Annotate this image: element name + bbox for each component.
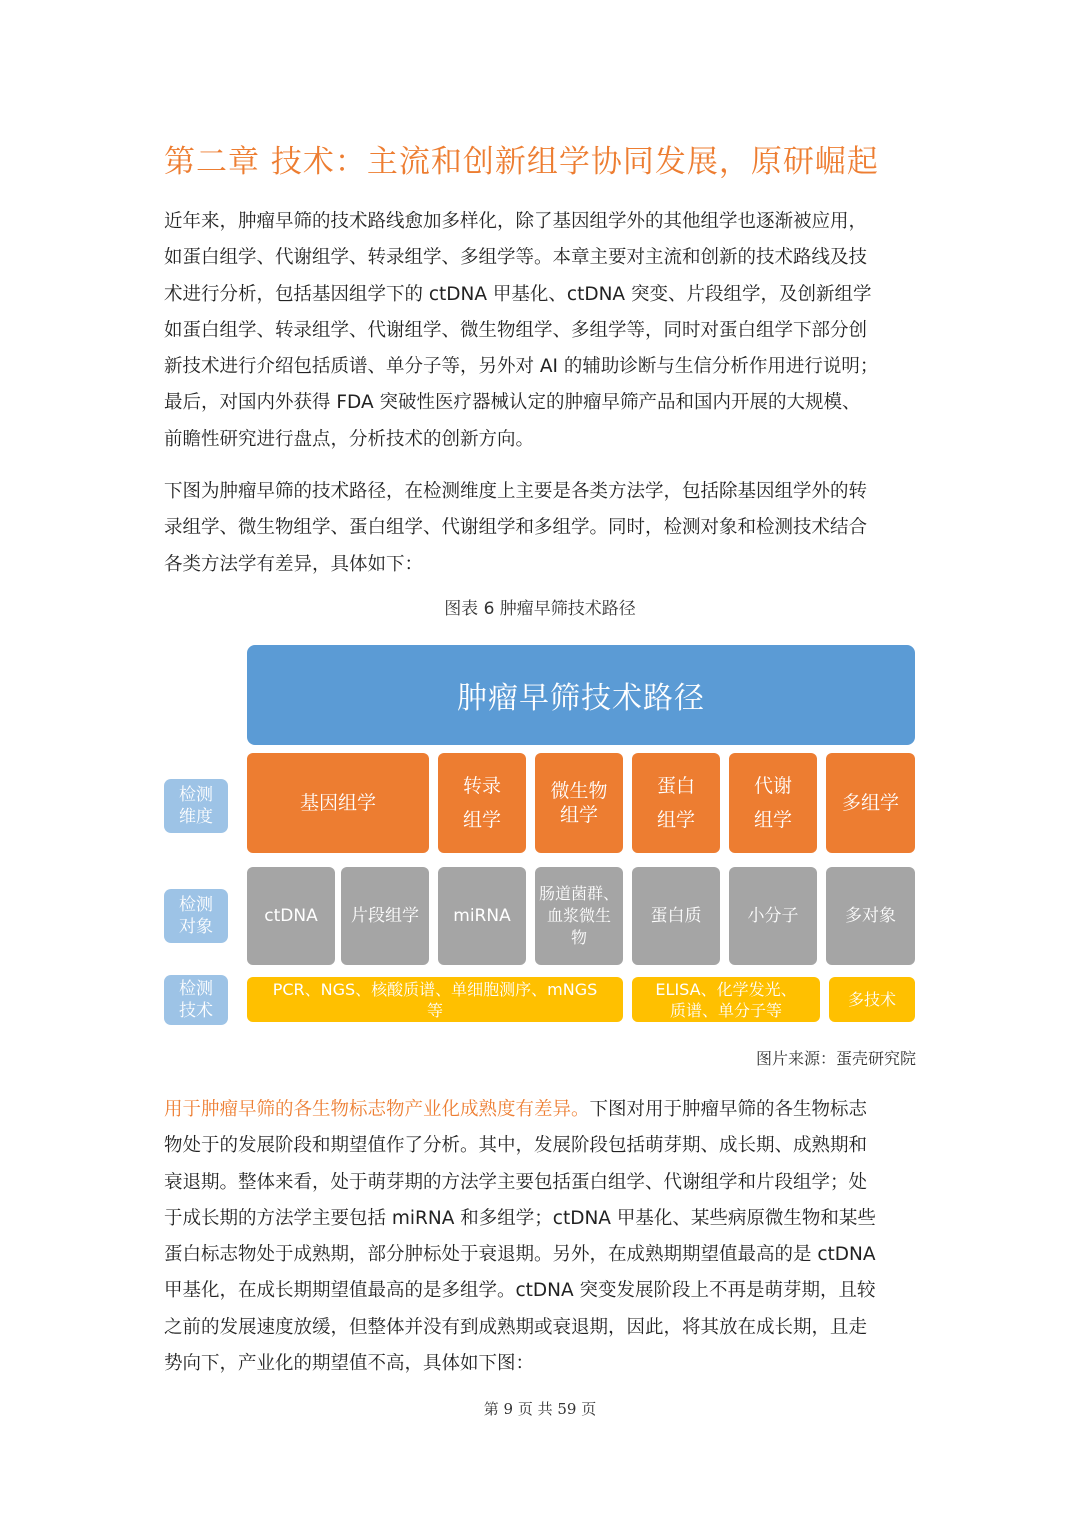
box-text: 微生物 (550, 780, 608, 802)
text-line: 甲基化，在成长期期望值最高的是多组学。ctDNA 突变发展阶段上不再是萌芽期，且较 (164, 1280, 876, 1302)
row-label-object (164, 889, 228, 943)
box-text: 组学 (462, 809, 501, 831)
object-microbes (535, 867, 623, 965)
dimension-microbiome (535, 753, 623, 853)
box-text: 血浆微生 (546, 906, 611, 925)
box-text: 多技术 (847, 990, 896, 1009)
box-text: 组学 (753, 809, 792, 831)
box-text: 蛋白质 (650, 906, 702, 926)
text-line: 如蛋白组学、转录组学、代谢组学、微生物组学、多组学等，同时对蛋白组学下部分创 (164, 319, 868, 341)
text-line: 录组学、微生物组学、蛋白组学、代谢组学和多组学。同时，检测对象和检测技术结合 (164, 517, 868, 539)
biomarker-paragraph (164, 1092, 920, 1382)
highlight-text: 用于肿瘤早筛的各生物标志物产业化成熟度有差异。 (164, 1099, 590, 1120)
object-small-molecule (729, 867, 817, 965)
box-text: 物 (570, 928, 587, 947)
dimension-metabolomics (729, 753, 817, 853)
label-line: 检测 (179, 785, 213, 805)
text-line: 近年来，肿瘤早筛的技术路线愈加多样化，除了基因组学外的其他组学也逐渐被应用， (164, 211, 868, 232)
dimension-genomics (247, 753, 429, 853)
box-text: 片段组学 (351, 906, 419, 926)
chapter-title: 第二章 技术：主流和创新组学协同发展，原研崛起 (164, 144, 879, 180)
page-footer: 第 9 页 共 59 页 (483, 1400, 597, 1418)
box-text: PCR、NGS、核酸质谱、单细胞测序、mNGS (272, 979, 598, 999)
box-text: 基因组学 (299, 792, 376, 814)
text-line: 各类方法学有差异，具体如下： (164, 553, 424, 575)
text-line: 新技术进行介绍包括质谱、单分子等，另外对 AI 的辅助诊断与生信分析作用进行说明； (164, 356, 879, 378)
text-line: 下图为肿瘤早筛的技术路径，在检测维度上主要是各类方法学，包括除基因组学外的转 (164, 481, 868, 502)
text-line: 最后，对国内外获得 FDA 突破性医疗器械认定的肿瘤早筛产品和国内开展的大规模、 (164, 392, 861, 414)
text-line: 术进行分析，包括基因组学下的 ctDNA 甲基化、ctDNA 突变、片段组学，及创新组学 (164, 283, 872, 305)
technique-multi (829, 977, 915, 1022)
text-line: 如蛋白组学、代谢组学、转录组学、多组学等。本章主要对主流和创新的技术路线及技 (164, 247, 868, 269)
box-text: ctDNA (264, 906, 318, 926)
text-line: 势向下，产业化的期望值不高，具体如下图： (164, 1353, 535, 1375)
label-line: 检测 (179, 979, 213, 999)
object-multi (826, 867, 915, 965)
box-text: 组学 (559, 804, 598, 826)
object-protein (632, 867, 720, 965)
object-ctdna (247, 867, 335, 965)
text-line (164, 1092, 920, 1128)
text-line: 蛋白标志物处于成熟期，部分肿标处于衰退期。另外，在成熟期期望值最高的是 ctDNA (164, 1244, 876, 1266)
dimension-transcriptomics (438, 753, 526, 853)
label-line: 检测 (179, 895, 213, 915)
box-text: ELISA、化学发光、 (655, 979, 797, 999)
text-line: 衰退期。整体来看，处于萌芽期的方法学主要包括蛋白组学、代谢组学和片段组学；处 (164, 1171, 868, 1193)
label-line: 维度 (179, 807, 213, 827)
text-line: 物处于的发展阶段和期望值作了分析。其中，发展阶段包括萌芽期、成长期、成熟期和 (164, 1135, 868, 1157)
text-line: 之前的发展速度放缓，但整体并没有到成熟期或衰退期，因此，将其放在成长期，且走 (164, 1316, 868, 1338)
box-text: 代谢 (753, 775, 792, 797)
figure-source: 图片来源：蛋壳研究院 (755, 1049, 916, 1068)
box-text: 多对象 (845, 906, 896, 926)
object-mirna (438, 867, 526, 965)
text-line: 前瞻性研究进行盘点，分析技术的创新方向。 (164, 428, 535, 450)
dimension-multiomics (826, 753, 915, 853)
object-fragmentomics (341, 867, 429, 965)
figure-intro-paragraph (164, 474, 920, 583)
technique-genomic (247, 977, 623, 1022)
label-line: 技术 (179, 1001, 213, 1021)
box-text: 肠道菌群、 (538, 884, 619, 903)
box-text: 多组学 (841, 792, 899, 814)
box-text: 小分子 (747, 906, 799, 926)
intro-paragraph (164, 204, 920, 458)
box-text: 转录 (462, 775, 501, 797)
row-label-technique (164, 975, 228, 1025)
figure-caption: 图表 6 肿瘤早筛技术路径 (444, 599, 636, 619)
box-text: 等 (426, 1000, 443, 1020)
text-segment: 下图对用于肿瘤早筛的各生物标志 (589, 1099, 868, 1120)
diagram-header: 肿瘤早筛技术路径 (247, 645, 915, 745)
text-line: 于成长期的方法学主要包括 miRNA 和多组学；ctDNA 甲基化、某些病原微生物和某些 (164, 1207, 876, 1229)
box-text: miRNA (453, 906, 511, 926)
box-text: 质谱、单分子等 (669, 1000, 782, 1020)
row-label-dimension (164, 779, 228, 833)
label-line: 对象 (179, 917, 213, 937)
box-text: 组学 (656, 809, 695, 831)
dimension-proteomics (632, 753, 720, 853)
technique-protein (632, 977, 820, 1022)
box-text: 蛋白 (656, 775, 695, 797)
